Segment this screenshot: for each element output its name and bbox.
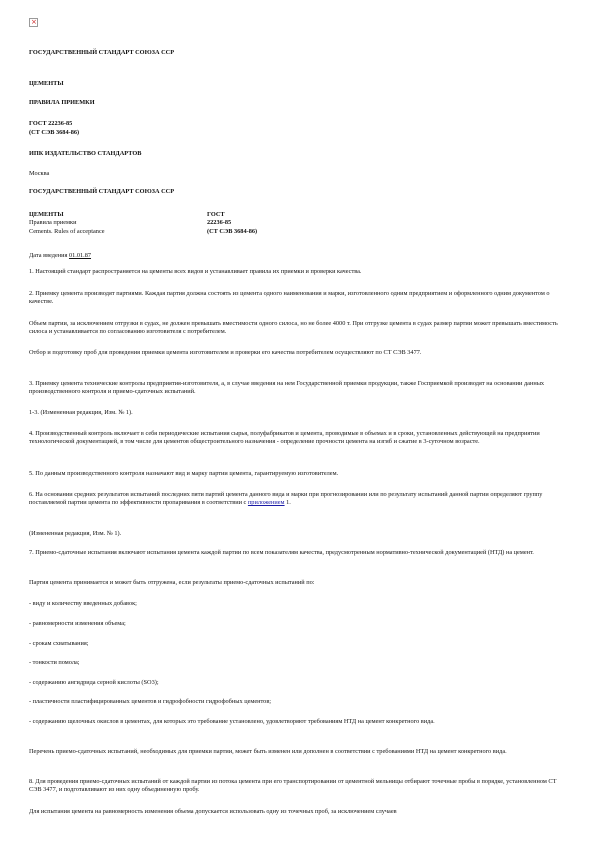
- paragraph-6-text: 6. На основании средних результатов испытаний последних пяти партий цемента данного вида и марки при прогнозировании или по результату испытаний данной партии определяют группу поставляемой партии цемента по эффективности пропаривания в соответствии с: [29, 491, 543, 507]
- list-item: - содержанию ангидрида серной кислоты (SO3);: [29, 679, 159, 686]
- state-standard-heading: ГОСУДАРСТВЕННЫЙ СТАНДАРТ СОЮЗА ССР: [29, 49, 175, 56]
- introduction-date-value: 01.01.87: [68, 252, 92, 259]
- list-item: - тонкости помола;: [29, 659, 80, 666]
- paragraph: 1. Настоящий стандарт распространяется на цементы всех видов и устанавливает правила их приемки и проверки качества.: [29, 268, 362, 275]
- paragraph: 4. Производственный контроль включает в себя периодические испытания сырья, полуфабрикатов и цемента, проводимые в объемах и в сроки, установленных действующей на предприятии технологической документацией, в том числе для цементов общестроительного назначения - определение прочности цемента на изгиб и сжатие в 3-суточном возрасте.: [29, 430, 540, 446]
- list-item: - равномерности изменения объема;: [29, 620, 126, 627]
- paragraph: 2. Приемку цемента производят партиями. Каждая партия должна состоять из цемента одного наименования и марки, изготовленного одним предприятием и оформленного одним документом о качестве.: [29, 290, 550, 306]
- paragraph-6-tail: 1.: [284, 499, 291, 507]
- gost-code: 22236-85: [207, 219, 232, 227]
- title-ru-sub: Правила приемки: [29, 219, 77, 227]
- gost-number: ГОСТ 22236-85: [29, 120, 73, 127]
- introduction-date: [29, 252, 566, 260]
- sev-number: (СТ СЭВ 3684-86): [29, 129, 80, 136]
- paragraph: Партия цемента принимается и может быть отгружена, если результаты приемо-сдаточных испытаний по:: [29, 579, 315, 586]
- paragraph: Перечень приемо-сдаточных испытаний, необходимых для приемки партии, может быть изменен или дополнен в соответствии с требованиями НТД на цемент конкретного вида.: [29, 748, 507, 755]
- document-subtitle: ПРАВИЛА ПРИЕМКИ: [29, 99, 95, 106]
- paragraph: (Измененная редакция, Изм. № 1).: [29, 530, 122, 537]
- paragraph: Для испытания цемента на равномерность изменения объема допускается использовать одну из точечных проб, за исключением случаев: [29, 808, 397, 815]
- paragraph-6: [29, 491, 566, 508]
- title-en: Cements. Rules of acceptance: [29, 227, 105, 235]
- paragraph: Отбор и подготовку проб для проведения приемки цемента изготовителем и проверки его качества потребителем осуществляют по СТ СЭВ 3477.: [29, 349, 422, 356]
- paragraph: 1-3. (Измененная редакция, Изм. № 1).: [29, 409, 133, 416]
- introduction-date-label: Дата введения: [29, 252, 69, 259]
- publication-city: Москва: [29, 170, 50, 177]
- appendix-link[interactable]: приложением: [247, 499, 285, 507]
- document-title: ЦЕМЕНТЫ: [29, 80, 64, 87]
- list-item: - пластичности пластифицированных цементов и гидрофобности гидрофобных цементов;: [29, 698, 272, 705]
- broken-image-glyph: ×: [31, 18, 37, 26]
- gost-label: ГОСТ: [207, 211, 225, 218]
- title-ru: ЦЕМЕНТЫ: [29, 211, 64, 218]
- state-standard-heading-2: ГОСУДАРСТВЕННЫЙ СТАНДАРТ СОЮЗА ССР: [29, 188, 175, 195]
- broken-image-icon: [29, 18, 38, 27]
- paragraph: 3. Приемку цемента технические контролы предприятия-изготовителя, а, в случае введения на нем Государственной приемки продукции, также Госприемкой производят на основании данных производственного контроля и приемо-сдаточных испытаний.: [29, 380, 545, 396]
- list-item: - срокам схватывания;: [29, 640, 89, 647]
- paragraph: 7. Приемо-сдаточные испытания включают испытания цемента каждой партии по всем показателям качества, предусмотренным нормативно-технической документацией (НТД) на цемент.: [29, 549, 534, 556]
- paragraph: Объем партии, за исключением отгрузки в судах, не должен превышать вместимости одного силоса, но не более 4000 т. При отгрузке цемента в судах размер партии может превышать вместимость силоса и устанавливается по согласованию изготовителя с потребителем.: [29, 320, 558, 336]
- list-item: - содержанию щелочных окислов в цементах, для которых это требование установлено, удовлетворяют требованиям НТД на цемент конкретного вида.: [29, 718, 435, 725]
- list-item: - виду и количеству введенных добавок;: [29, 600, 137, 607]
- paragraph: 5. По данным производственного контроля назначают вид и марку партии цемента, гарантируемую изготовителем.: [29, 470, 339, 477]
- paragraph: 8. Для проведения приемо-сдаточных испытаний от каждой партии из потока цемента при его транспортировании от цементной мельницы отбирают точечные пробы в порядке, установленном СТ СЭВ 3477, и подготавливают из них одну объединенную пробу.: [29, 778, 557, 794]
- publisher: ИПК ИЗДАТЕЛЬСТВО СТАНДАРТОВ: [29, 150, 142, 157]
- sev-code: (СТ СЭВ 3684-86): [207, 227, 258, 235]
